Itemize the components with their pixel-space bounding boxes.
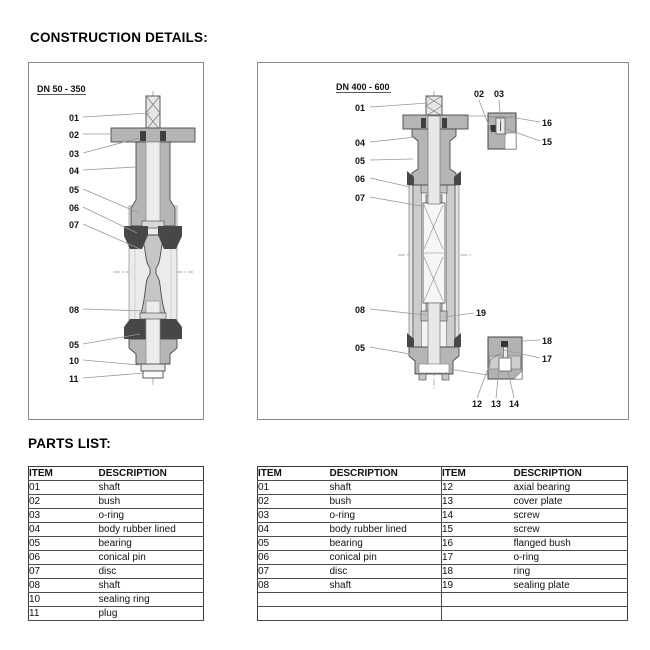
ring-detail: [501, 341, 508, 347]
valve-cross-section-dn50-350: [29, 63, 203, 419]
description-cell: bush: [330, 495, 442, 509]
construction-details-title: CONSTRUCTION DETAILS:: [30, 30, 208, 45]
item-cell: 18: [442, 565, 514, 579]
callout-08: 08: [355, 305, 366, 315]
callout-05: 05: [69, 185, 80, 195]
callout-11: 11: [69, 374, 79, 384]
item-cell: 03: [29, 509, 99, 523]
item-cell: 10: [29, 593, 99, 607]
callout-08: 08: [69, 305, 80, 315]
callout-06: 06: [69, 203, 80, 213]
description-cell: [514, 607, 628, 621]
item-cell: 01: [29, 481, 99, 495]
description-cell: disc: [330, 565, 442, 579]
table-row: [29, 495, 204, 509]
item-cell: 03: [258, 509, 330, 523]
description-cell: [514, 593, 628, 607]
description-cell: disc: [99, 565, 204, 579]
o-ring-right: [442, 118, 447, 128]
callout-03: 03: [493, 89, 505, 99]
callout-02: 02: [69, 130, 80, 140]
variant-label: DN 400 - 600: [336, 82, 390, 92]
table-header-row: [258, 467, 628, 481]
description-header: DESCRIPTION: [99, 467, 204, 481]
description-cell: o-ring: [514, 551, 628, 565]
callout-14: 14: [508, 399, 520, 409]
callout-01: 01: [355, 103, 366, 113]
table-row-empty: [258, 593, 628, 607]
item-cell: 17: [442, 551, 514, 565]
callout-03: 03: [69, 149, 80, 159]
diagram-panel-dn400-600: [257, 62, 629, 420]
callout-06: 06: [355, 174, 366, 184]
item-cell: 15: [442, 523, 514, 537]
description-cell: o-ring: [330, 509, 442, 523]
callout-13: 13: [490, 399, 502, 409]
description-cell: body rubber lined: [99, 523, 204, 537]
table-row: [258, 495, 628, 509]
cover-plate-band: [419, 364, 449, 373]
item-cell: 13: [442, 495, 514, 509]
description-cell: cover plate: [514, 495, 628, 509]
flange-part: [111, 128, 195, 142]
callout-07: 07: [69, 220, 80, 230]
description-cell: [330, 593, 442, 607]
description-cell: ring: [514, 565, 628, 579]
description-header: DESCRIPTION: [330, 467, 442, 481]
callout-17: 17: [542, 354, 553, 364]
callout-05b: 05: [69, 340, 80, 350]
callout-04: 04: [355, 138, 366, 148]
table-row: [29, 593, 204, 607]
upper-shaft: [146, 142, 160, 226]
disc-hub: [423, 203, 445, 303]
table-header-row: [29, 467, 204, 481]
callout-18: 18: [542, 336, 553, 346]
item-cell: 05: [258, 537, 330, 551]
description-cell: shaft: [99, 579, 204, 593]
item-cell: 14: [442, 509, 514, 523]
callout-16: 16: [542, 118, 553, 128]
detail-box-bottom: [488, 337, 522, 379]
description-cell: conical pin: [99, 551, 204, 565]
foot-right: [442, 374, 449, 380]
table-row: [258, 537, 628, 551]
callout-15: 15: [542, 137, 553, 147]
item-cell: [258, 607, 330, 621]
item-cell: 11: [29, 607, 99, 621]
table-row: [29, 607, 204, 621]
description-cell: screw: [514, 523, 628, 537]
table-row-empty: [258, 607, 628, 621]
description-header: DESCRIPTION: [514, 467, 628, 481]
description-cell: bush: [99, 495, 204, 509]
bearing-washer-bottom: [140, 313, 166, 319]
item-cell: [442, 593, 514, 607]
table-row: [258, 551, 628, 565]
parts-table-left: [28, 466, 204, 621]
table-row: [29, 509, 204, 523]
o-ring-left: [421, 118, 426, 128]
table-row: [258, 509, 628, 523]
valve-cross-section-dn400-600: [258, 63, 628, 419]
callout-04: 04: [69, 166, 80, 176]
screw-hole-detail: [499, 358, 511, 371]
item-cell: 08: [258, 579, 330, 593]
table-row: [29, 481, 204, 495]
item-cell: 06: [258, 551, 330, 565]
callout-10: 10: [69, 356, 80, 366]
callout-12: 12: [471, 399, 483, 409]
description-cell: bearing: [330, 537, 442, 551]
description-cell: sealing ring: [99, 593, 204, 607]
table-row: [29, 579, 204, 593]
lower-shaft: [428, 303, 440, 365]
table-row: [258, 565, 628, 579]
variant-label: DN 50 - 350: [37, 84, 86, 94]
description-cell: shaft: [99, 481, 204, 495]
item-cell: 01: [258, 481, 330, 495]
callout-19: 19: [476, 308, 487, 318]
table-row: [29, 551, 204, 565]
description-cell: body rubber lined: [330, 523, 442, 537]
item-cell: 07: [29, 565, 99, 579]
item-cell: 12: [442, 481, 514, 495]
table-row: [29, 523, 204, 537]
description-cell: screw: [514, 509, 628, 523]
stem-shaft: [426, 96, 442, 116]
table-row: [29, 565, 204, 579]
item-cell: 02: [258, 495, 330, 509]
item-cell: 05: [29, 537, 99, 551]
item-header: ITEM: [29, 467, 99, 481]
o-ring-left: [140, 131, 146, 141]
item-header: ITEM: [258, 467, 330, 481]
plug-part: [143, 371, 163, 378]
item-cell: [258, 593, 330, 607]
description-cell: shaft: [330, 481, 442, 495]
parts-table-right: [257, 466, 628, 621]
item-cell: 04: [258, 523, 330, 537]
callout-02: 02: [473, 89, 485, 99]
callout-07: 07: [355, 193, 366, 203]
callout-labels: [69, 113, 79, 384]
foot-left: [419, 374, 426, 380]
item-cell: 07: [258, 565, 330, 579]
description-cell: [330, 607, 442, 621]
description-cell: conical pin: [330, 551, 442, 565]
callout-05: 05: [355, 156, 366, 166]
item-header: ITEM: [442, 467, 514, 481]
diagram-panel-dn50-350: [28, 62, 204, 420]
item-cell: 08: [29, 579, 99, 593]
description-cell: sealing plate: [514, 579, 628, 593]
item-cell: 16: [442, 537, 514, 551]
description-cell: axial bearing: [514, 481, 628, 495]
item-cell: 04: [29, 523, 99, 537]
callout-05b: 05: [355, 343, 366, 353]
o-ring-right: [160, 131, 166, 141]
sealing-ring-part: [141, 364, 165, 371]
table-row: [258, 481, 628, 495]
item-cell: 06: [29, 551, 99, 565]
upper-shaft: [428, 116, 440, 204]
description-cell: o-ring: [99, 509, 204, 523]
callout-01: 01: [69, 113, 80, 123]
description-cell: flanged bush: [514, 537, 628, 551]
item-cell: [442, 607, 514, 621]
item-cell: 19: [442, 579, 514, 593]
description-cell: plug: [99, 607, 204, 621]
description-cell: bearing: [99, 537, 204, 551]
parts-list-title: PARTS LIST:: [28, 436, 111, 451]
table-row: [258, 579, 628, 593]
table-row: [29, 537, 204, 551]
lower-shaft: [146, 301, 160, 365]
description-cell: shaft: [330, 579, 442, 593]
table-row: [258, 523, 628, 537]
item-cell: 02: [29, 495, 99, 509]
